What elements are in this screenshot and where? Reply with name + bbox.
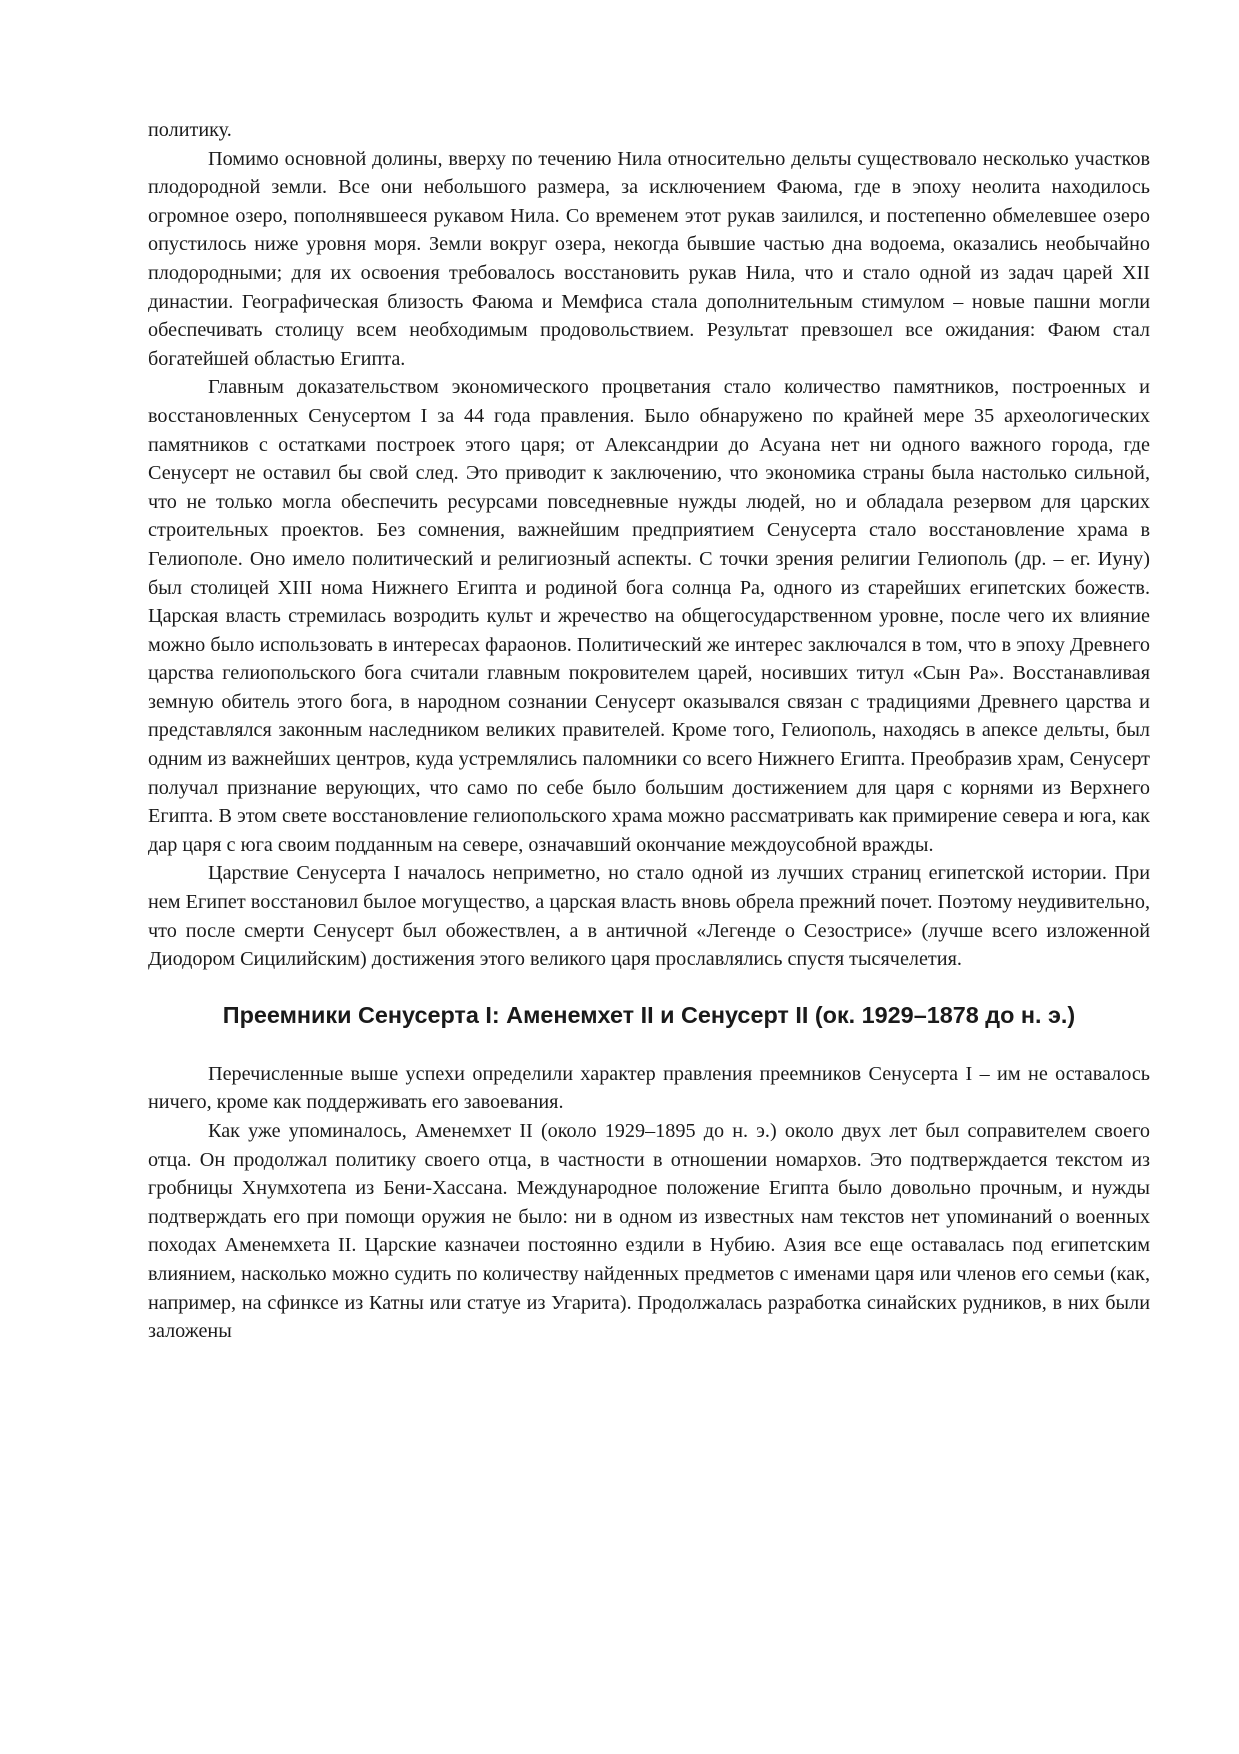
document-page <box>148 116 1150 1346</box>
paragraph: Царствие Сенусерта I началось неприметно, но стало одной из лучших страниц египетской истории. При нем Египет восстановил былое могущество, а царская власть вновь обрела прежний почет. Поэтому неудивительно, что после смерти Сенусерт был обожествлен, а в античной «Легенде о Сезострисе» (лучше всего изложенной Диодором Сицилийским) достижения этого великого царя прославлялись спустя тысячелетия. <box>148 862 1150 971</box>
paragraph: Помимо основной долины, вверху по течению Нила относительно дельты существовало несколько участков плодородной земли. Все они небольшого размера, за исключением Фаюма, где в эпоху неолита находилось огромное озеро, пополнявшееся рукавом Нила. Со временем этот рукав заилился, и постепенно обмелевшее озеро опустилось ниже уровня моря. Земли вокруг озера, некогда бывшие частью дна водоема, оказались необычайно плодородными; для их освоения требовалось восстановить рукав Нила, что и стало одной из задач царей XII династии. Географическая близость Фаюма и Мемфиса стала дополнительным стимулом – новые пашни могли обеспечивать столицу всем необходимым продовольствием. Результат превзошел все ожидания: Фаюм стал богатейшей областью Египта. <box>148 147 1150 370</box>
section-heading: Преемники Сенусерта I: Аменемхет II и Сенусерт II (ок. 1929–1878 до н. э.) <box>222 1001 1076 1028</box>
paragraph: Главным доказательством экономического процветания стало количество памятников, построенных и восстановленных Сенусертом I за 44 года правления. Было обнаружено по крайней мере 35 археологических памятников с остатками построек этого царя; от Александрии до Асуана нет ни одного важного города, где Сенусерт не оставил бы свой след. Это приводит к заключению, что экономика страны была настолько сильной, что не только могла обеспечить ресурсами повседневные нужды людей, но и обладала резервом для царских строительных проектов. Без сомнения, важнейшим предприятием Сенусерта стало восстановление храма в Гелиополе. Оно имело политический и религиозный аспекты. С точки зрения религии Гелиополь (др. – ег. Иуну) был столицей XIII нома Нижнего Египта и родиной бога солнца Ра, одного из старейших египетских божеств. Царская власть стремилась возродить культ и жречество на общегосударственном уровне, после чего их влияние можно было использовать в интересах фараонов. Политический же интерес заключался в том, что в эпоху Древнего царства гелиопольского бога считали главным покровителем царей, носивших титул «Сын Ра». Восстанавливая земную обитель этого бога, в народном сознании Сенусерт оказывался связан с традициями Древнего царства и представлялся законным наследником великих правителей. Кроме того, Гелиополь, находясь в апексе дельты, был одним из важнейших центров, куда устремлялись паломники со всего Нижнего Египта. Преобразив храм, Сенусерт получал признание верующих, что само по себе было большим достижением для царя с корнями из Верхнего Египта. В этом свете восстановление гелиопольского храма можно рассматривать как примирение севера и юга, как дар царя с юга своим подданным на севере, означавший окончание междоусобной вражды. <box>148 376 1150 856</box>
paragraph: политику. <box>148 119 232 141</box>
paragraph: Как уже упоминалось, Аменемхет II (около 1929–1895 до н. э.) около двух лет был соправителем своего отца. Он продолжал политику своего отца, в частности в отношении номархов. Это подтверждается текстом из гробницы Хнумхотепа из Бени-Хассана. Международное положение Египта было довольно прочным, и нужды подтверждать его при помощи оружия не было: ни в одном из известных нам текстов нет упоминаний о военных походах Аменемхета II. Царские казначеи постоянно ездили в Нубию. Азия все еще оставалась под египетским влиянием, насколько можно судить по количеству найденных предметов с именами царя или членов его семьи (как, например, на сфинксе из Катны или статуе из Угарита). Продолжалась разработка синайских рудников, в них были заложены <box>148 1120 1150 1343</box>
paragraph: Перечисленные выше успехи определили характер правления преемников Сенусерта I – им не оставалось ничего, кроме как поддерживать его завоевания. <box>148 1062 1150 1114</box>
